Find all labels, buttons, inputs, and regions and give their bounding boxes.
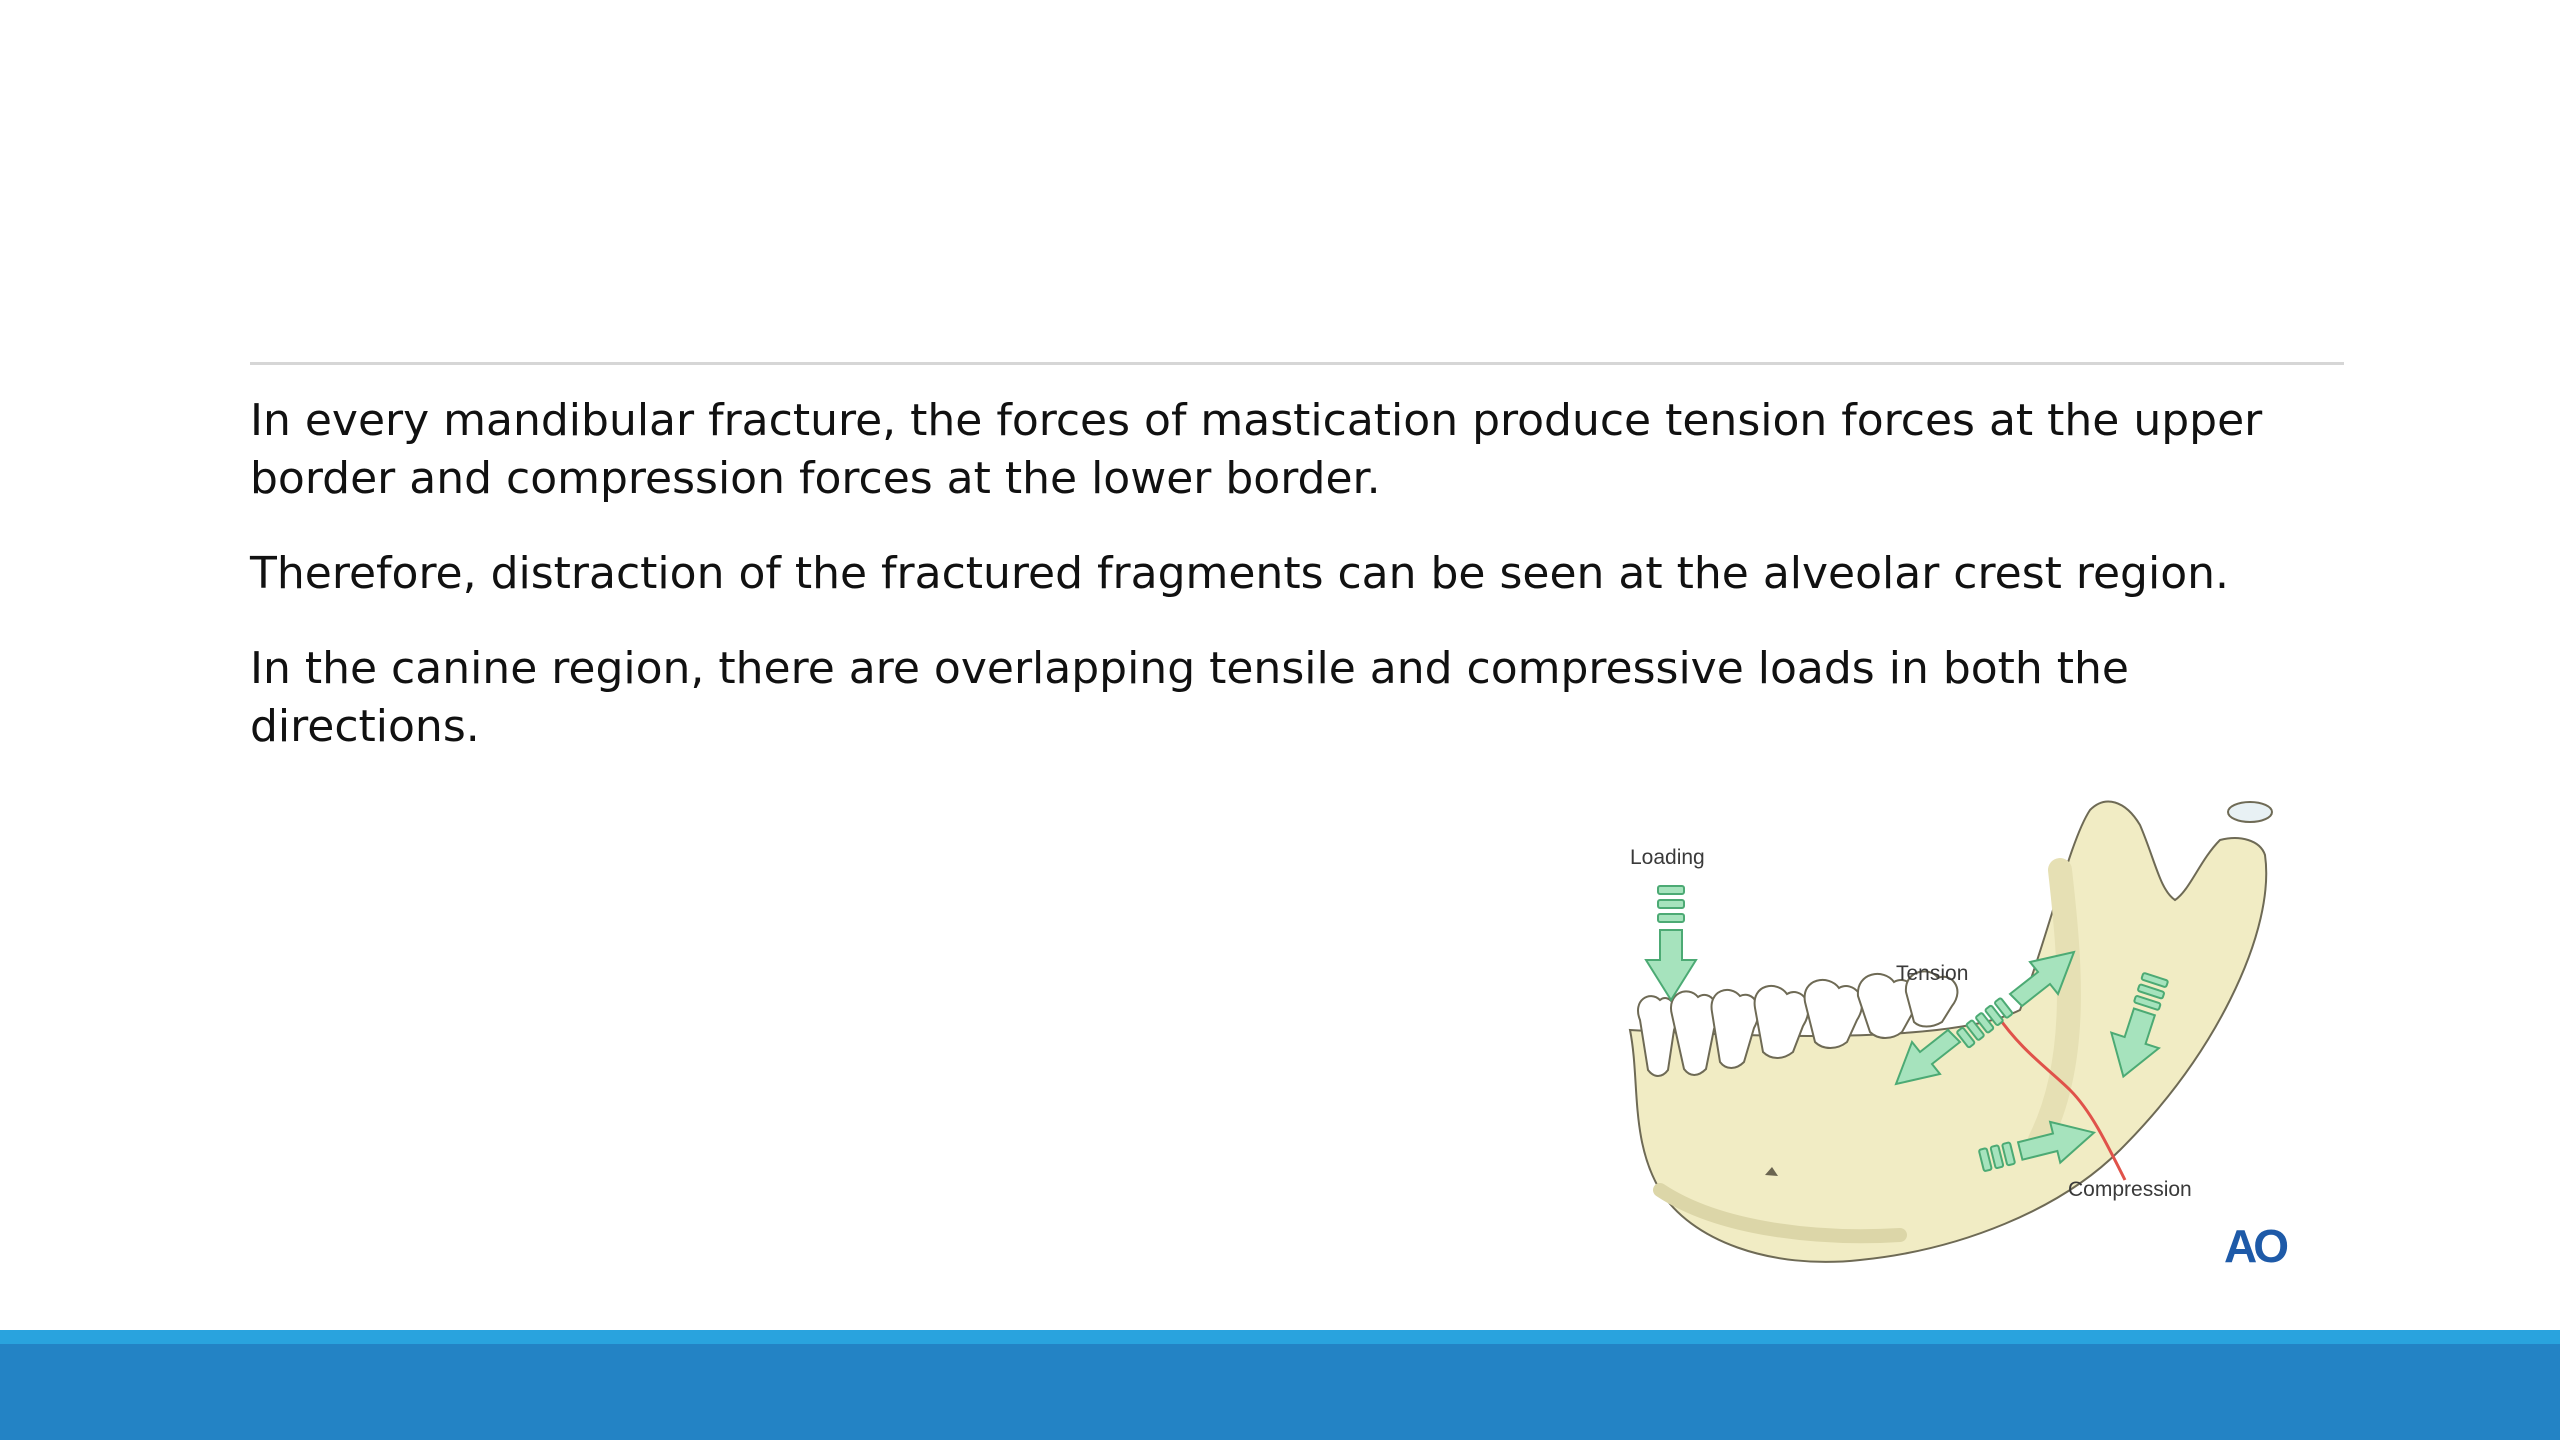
title-divider bbox=[250, 362, 2344, 365]
slide-body bbox=[250, 392, 2360, 793]
paragraph-distraction: Therefore, distraction of the fractured fragments can be seen at the alveolar crest region. bbox=[250, 548, 2229, 599]
mandible-forces-illustration bbox=[1600, 780, 2300, 1280]
mandible-diagram bbox=[1600, 780, 2300, 1280]
paragraph-tension-compression: In every mandibular fracture, the forces of mastication produce tension forces at the upper border and compression forces at the lower border. bbox=[250, 395, 2263, 504]
tension-label: Tension bbox=[1896, 962, 1969, 985]
ao-logo: AO bbox=[2224, 1220, 2285, 1272]
footer-accent-stripe bbox=[0, 1330, 2560, 1344]
footer-bar bbox=[0, 1344, 2560, 1440]
paragraph-canine-region: In the canine region, there are overlapping tensile and compressive loads in both the directions. bbox=[250, 643, 2130, 752]
compression-label: Compression bbox=[2068, 1178, 2192, 1201]
loading-arrow bbox=[1646, 886, 1696, 1000]
loading-label: Loading bbox=[1630, 846, 1705, 869]
